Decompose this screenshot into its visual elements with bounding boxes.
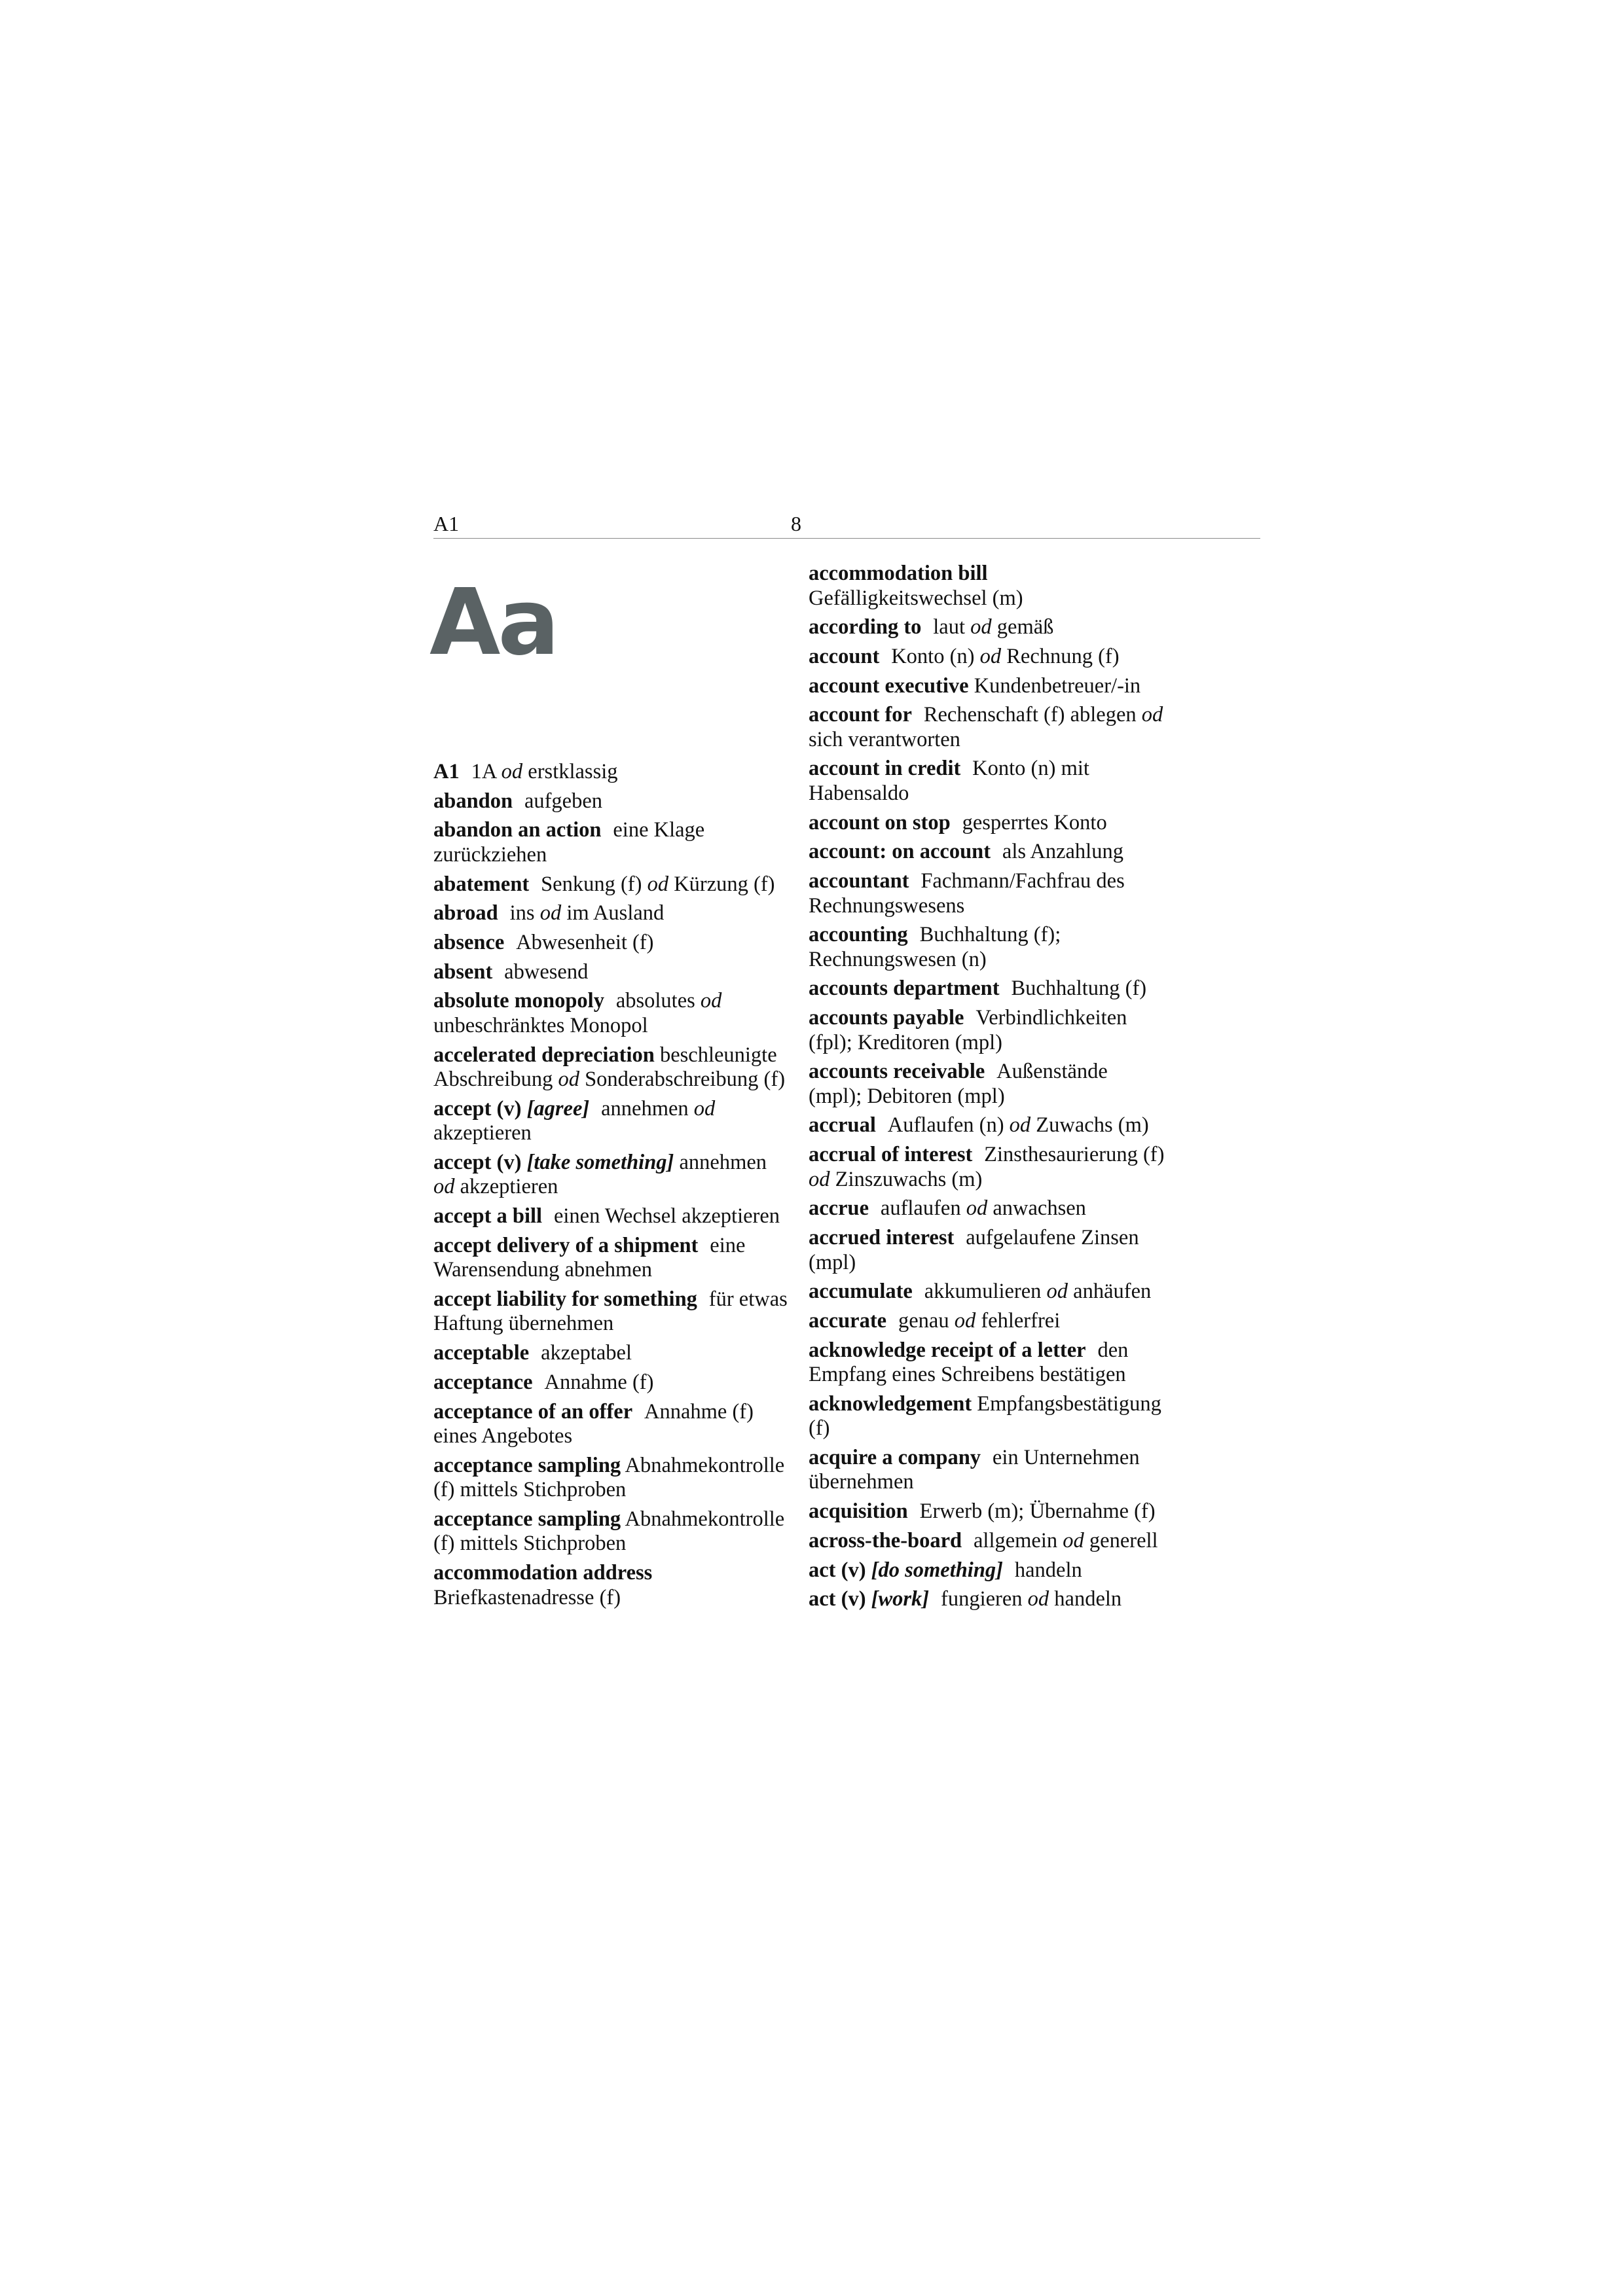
entry-headword: abatement xyxy=(433,872,530,896)
entry-translation: Zuwachs (m) xyxy=(1030,1113,1149,1138)
entry-headword: acceptance sampling xyxy=(433,1453,621,1477)
dictionary-entry xyxy=(809,757,1165,806)
entry-headword: accept liability for something xyxy=(433,1287,697,1311)
dictionary-entry xyxy=(809,811,1165,836)
entry-conjunction: od xyxy=(433,1175,455,1199)
entry-translation: sich verantworten xyxy=(809,727,960,751)
dictionary-entry xyxy=(809,1226,1165,1275)
dictionary-entry xyxy=(809,562,1165,611)
entry-headword: acknowledgement xyxy=(809,1391,972,1416)
entry-translation: Konto (n) mit Habensaldo xyxy=(809,757,1089,805)
dictionary-entry xyxy=(433,872,790,897)
dictionary-entry xyxy=(433,789,790,814)
dictionary-entry xyxy=(809,840,1165,865)
dictionary-entry xyxy=(809,869,1165,918)
entry-headword: acceptance of an offer xyxy=(433,1399,633,1424)
entry-translation: eine Klage zurückziehen xyxy=(433,818,705,867)
entry-headword: accumulate xyxy=(809,1280,913,1304)
entry-headword: accept (v) xyxy=(433,1150,527,1174)
entry-headword: accrue xyxy=(809,1196,869,1221)
dictionary-entry xyxy=(433,1097,790,1146)
entry-headword: accrued interest xyxy=(809,1226,955,1249)
entry-translation: Zinszuwachs (m) xyxy=(830,1167,983,1191)
entry-translation: Abwesenheit (f) xyxy=(516,930,654,954)
entry-translation: Außenstände (mpl); Debitoren (mpl) xyxy=(809,1060,1108,1108)
entry-translation: ins xyxy=(509,901,540,925)
entry-headword: accommodation bill xyxy=(809,562,988,585)
entry-headword: accurate xyxy=(809,1308,887,1333)
entry-translation: Erwerb (m); Übernahme (f) xyxy=(919,1499,1156,1524)
entry-conjunction: od xyxy=(970,615,992,639)
entry-translation: genau xyxy=(898,1308,955,1333)
dictionary-entry xyxy=(809,1587,1165,1612)
entry-translation: fungieren xyxy=(941,1587,1028,1611)
entry-translation: laut xyxy=(933,615,971,639)
entry-sense-note: [work] xyxy=(871,1587,930,1611)
entry-conjunction: od xyxy=(1063,1528,1084,1552)
entry-translation: Abnahmekontrolle (f) mittels Stichproben xyxy=(433,1507,785,1556)
entry-translation: generell xyxy=(1084,1528,1158,1552)
entry-headword: acceptance sampling xyxy=(433,1507,621,1531)
dictionary-entry xyxy=(433,1234,790,1283)
dictionary-entry xyxy=(433,1287,790,1336)
entry-translation: fehlerfrei xyxy=(976,1308,1061,1333)
dictionary-entry xyxy=(433,760,790,785)
entry-translation: Annahme (f) eines Angebotes xyxy=(433,1399,754,1448)
entry-translation: absolutes xyxy=(615,989,701,1013)
entry-sense-note: [agree] xyxy=(526,1096,590,1121)
entry-headword: abroad xyxy=(433,901,498,925)
entry-translation: anwachsen xyxy=(987,1196,1086,1221)
entry-headword: abandon xyxy=(433,789,513,813)
dictionary-entry xyxy=(809,1143,1165,1192)
entry-headword: accommodation address xyxy=(433,1561,653,1585)
entry-translation: Senkung (f) xyxy=(541,872,647,896)
dictionary-entry xyxy=(433,818,790,867)
dictionary-entry xyxy=(809,1280,1165,1304)
dictionary-entry xyxy=(433,1507,790,1556)
entry-headword: absence xyxy=(433,930,505,954)
header-rule xyxy=(433,538,1260,539)
entry-translation: Rechnung (f) xyxy=(1001,644,1120,668)
entry-translation: Abnahmekontrolle (f) mittels Stichproben xyxy=(433,1453,785,1502)
dictionary-entry xyxy=(433,1043,790,1092)
entry-translation: allgemein xyxy=(973,1528,1063,1552)
entry-translation: Empfangsbestätigung (f) xyxy=(809,1391,1161,1441)
entry-conjunction: od xyxy=(966,1196,988,1221)
entry-translation: gemäß xyxy=(991,615,1054,639)
entry-headword: according to xyxy=(809,615,922,639)
entry-conjunction: od xyxy=(1141,703,1163,727)
entry-conjunction: od xyxy=(539,901,562,925)
entry-translation: Konto (n) xyxy=(891,644,980,668)
entry-headword: A1 xyxy=(433,760,460,783)
entry-conjunction: od xyxy=(700,989,722,1013)
entry-translation: akzeptieren xyxy=(454,1175,558,1199)
entry-headword: act (v) xyxy=(809,1587,871,1611)
entry-conjunction: od xyxy=(693,1096,716,1121)
entry-headword: accrual xyxy=(809,1113,876,1138)
entry-headword: accept delivery of a shipment xyxy=(433,1233,699,1257)
entry-translation: handeln xyxy=(1014,1558,1082,1582)
entry-headword: accountant xyxy=(809,869,909,893)
entry-translation: akzeptabel xyxy=(541,1341,632,1365)
dictionary-entry xyxy=(809,1196,1165,1221)
entry-conjunction: od xyxy=(954,1308,976,1333)
entry-translation: für etwas Haftung übernehmen xyxy=(433,1287,788,1336)
entry-translation: einen Wechsel akzeptieren xyxy=(553,1204,780,1229)
entry-translation: Rechenschaft (f) ablegen xyxy=(923,703,1142,727)
entry-headword: account executive xyxy=(809,673,969,698)
dictionary-entry xyxy=(809,703,1165,752)
dictionary-entry xyxy=(433,931,790,956)
entry-headword: account: on account xyxy=(809,840,991,864)
dictionary-entry xyxy=(809,1446,1165,1495)
entry-headword: acquisition xyxy=(809,1499,908,1524)
entry-translation: Buchhaltung (f); Rechnungswesen (n) xyxy=(809,923,1061,971)
entry-translation: annehmen xyxy=(601,1096,694,1121)
entry-headword: absolute monopoly xyxy=(433,989,604,1013)
entry-headword: acceptance xyxy=(433,1370,533,1394)
entry-translation: Auflaufen (n) xyxy=(887,1113,1010,1138)
entry-translation: Kürzung (f) xyxy=(668,872,775,896)
entry-translation: unbeschränktes Monopol xyxy=(433,1013,648,1037)
dictionary-entry xyxy=(809,923,1165,972)
dictionary-entry xyxy=(433,901,790,926)
entry-headword: account in credit xyxy=(809,757,961,781)
right-column xyxy=(809,562,1165,1617)
entry-translation: abwesend xyxy=(504,960,589,984)
entry-translation: beschleunigte Abschreibung xyxy=(433,1043,777,1091)
dictionary-entry xyxy=(809,1309,1165,1334)
entry-translation: annehmen xyxy=(674,1150,767,1174)
entry-headword: accounts department xyxy=(809,977,1000,1001)
entry-translation: Zinsthesaurierung (f) xyxy=(984,1143,1165,1167)
entry-headword: absent xyxy=(433,960,493,984)
dictionary-entry xyxy=(809,977,1165,1001)
entry-translation: als Anzahlung xyxy=(1002,840,1123,864)
entry-headword: account for xyxy=(809,703,912,727)
entry-translation: Sonderabschreibung (f) xyxy=(579,1067,786,1091)
entry-translation: Kundenbetreuer/-in xyxy=(968,673,1141,698)
dictionary-entry xyxy=(809,1338,1165,1388)
running-head-word: A1 xyxy=(433,512,460,535)
dictionary-entry xyxy=(809,1558,1165,1583)
dictionary-entry xyxy=(433,1204,790,1229)
entry-translation: eine Warensendung abnehmen xyxy=(433,1233,746,1282)
entry-conjunction: od xyxy=(1009,1113,1031,1138)
entry-translation: den Empfang eines Schreibens bestätigen xyxy=(809,1338,1129,1387)
entry-sense-note: [take something] xyxy=(526,1150,674,1174)
dictionary-entry xyxy=(809,615,1165,640)
entry-translation: aufgelaufene Zinsen (mpl) xyxy=(809,1226,1139,1274)
entry-translation: Verbindlichkeiten (fpl); Kreditoren (mpl) xyxy=(809,1006,1127,1054)
running-head xyxy=(433,511,1258,537)
dictionary-entry xyxy=(809,1392,1165,1441)
dictionary-entry xyxy=(809,1006,1165,1055)
dictionary-entry xyxy=(433,989,790,1038)
dictionary-entry xyxy=(433,1454,790,1503)
entry-translation: akkumulieren xyxy=(924,1280,1047,1304)
entry-translation: Fachmann/Fachfrau des Rechnungswesens xyxy=(809,869,1125,918)
entry-headword: accept (v) xyxy=(433,1096,527,1121)
entry-conjunction: od xyxy=(809,1167,830,1191)
dictionary-entry xyxy=(433,1371,790,1395)
entry-translation: 1A xyxy=(471,760,501,783)
entry-headword: acceptable xyxy=(433,1341,530,1365)
entry-headword: accounts receivable xyxy=(809,1060,985,1084)
dictionary-entry xyxy=(809,1113,1165,1138)
dictionary-entry xyxy=(809,1060,1165,1109)
dictionary-entry xyxy=(433,1561,790,1610)
entry-translation: gesperrtes Konto xyxy=(962,810,1107,834)
entry-headword: account xyxy=(809,644,880,668)
entry-headword: account on stop xyxy=(809,810,951,834)
dictionary-entry xyxy=(433,1341,790,1366)
entry-translation: Annahme (f) xyxy=(544,1370,654,1394)
dictionary-entry xyxy=(433,960,790,985)
section-letter-heading: Aa xyxy=(429,569,557,676)
entry-translation: auflaufen xyxy=(880,1196,966,1221)
dictionary-entry xyxy=(809,645,1165,670)
entry-headword: accelerated depreciation xyxy=(433,1043,655,1067)
entry-headword: accrual of interest xyxy=(809,1143,973,1167)
entry-translation: anhäufen xyxy=(1068,1280,1152,1304)
entry-conjunction: od xyxy=(558,1067,579,1091)
entry-translation: akzeptieren xyxy=(433,1121,532,1145)
entry-headword: accounts payable xyxy=(809,1006,964,1030)
page-number: 8 xyxy=(791,512,801,535)
entry-translation: aufgeben xyxy=(524,789,603,813)
entry-conjunction: od xyxy=(1046,1280,1068,1304)
left-column xyxy=(433,760,790,1615)
entry-translation: Briefkastenadresse (f) xyxy=(433,1585,621,1609)
entry-headword: abandon an action xyxy=(433,818,602,842)
entry-conjunction: od xyxy=(647,872,669,896)
entry-headword: act (v) xyxy=(809,1558,871,1582)
dictionary-entry xyxy=(809,1499,1165,1524)
dictionary-entry xyxy=(809,674,1165,699)
entry-headword: acknowledge receipt of a letter xyxy=(809,1338,1086,1362)
entry-conjunction: od xyxy=(501,760,523,783)
entry-translation: handeln xyxy=(1049,1587,1122,1611)
entry-translation: ein Unternehmen übernehmen xyxy=(809,1445,1140,1494)
dictionary-entry xyxy=(809,1529,1165,1554)
entry-conjunction: od xyxy=(1027,1587,1049,1611)
dictionary-entry xyxy=(433,1400,790,1449)
entry-headword: acquire a company xyxy=(809,1445,981,1469)
entry-translation: Gefälligkeitswechsel (m) xyxy=(809,586,1023,610)
entry-translation: im Ausland xyxy=(561,901,665,925)
entry-headword: accept a bill xyxy=(433,1204,543,1229)
entry-translation: erstklassig xyxy=(522,760,618,783)
entry-sense-note: [do something] xyxy=(871,1558,1003,1582)
entry-headword: across-the-board xyxy=(809,1528,962,1552)
entry-conjunction: od xyxy=(979,644,1002,668)
dictionary-entry xyxy=(433,1151,790,1200)
entry-translation: Buchhaltung (f) xyxy=(1011,977,1147,1001)
entry-headword: accounting xyxy=(809,923,908,947)
